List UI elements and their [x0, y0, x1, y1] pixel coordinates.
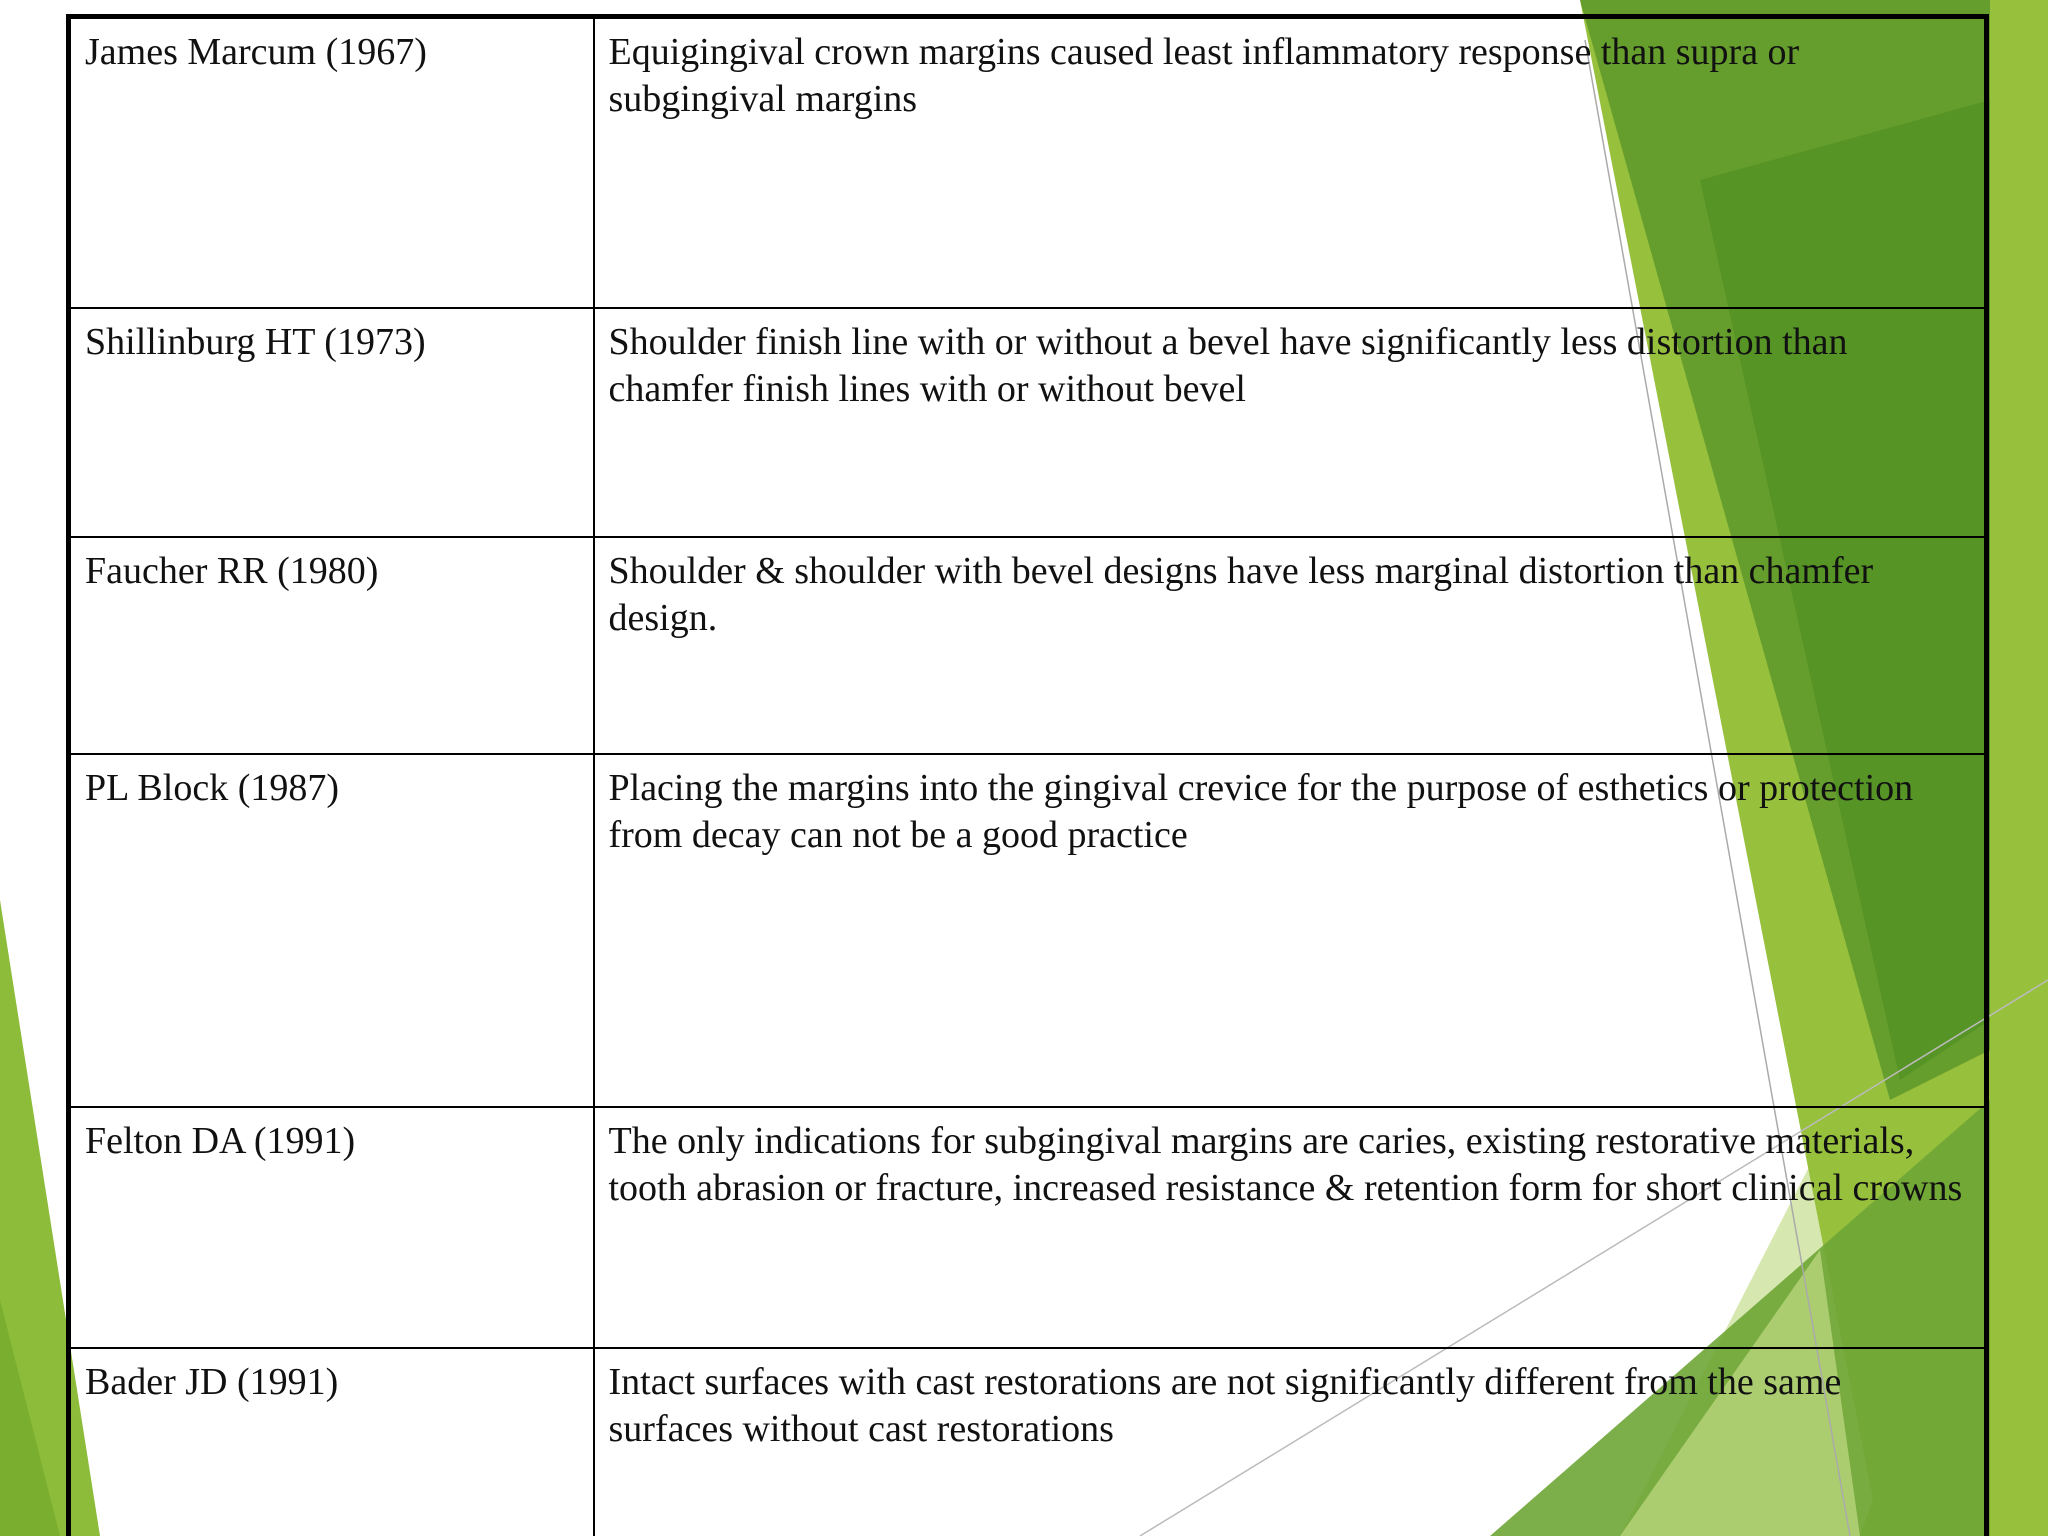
finding-cell: Intact surfaces with cast restorations are not significantly different from the same surfaces without cast restorations — [594, 1348, 1987, 1536]
finding-cell: Shoulder & shoulder with bevel designs have less marginal distortion than chamfer design. — [594, 537, 1987, 754]
author-cell: Faucher RR (1980) — [69, 537, 594, 754]
author-cell: Bader JD (1991) — [69, 1348, 594, 1536]
studies-table — [66, 14, 1989, 1536]
author-cell: Felton DA (1991) — [69, 1107, 594, 1348]
table-row — [69, 1348, 1987, 1536]
finding-cell: Shoulder finish line with or without a bevel have significantly less distortion than chamfer finish lines with or without bevel — [594, 308, 1987, 537]
finding-cell: Placing the margins into the gingival crevice for the purpose of esthetics or protection from decay can not be a good practice — [594, 754, 1987, 1107]
table-row — [69, 537, 1987, 754]
author-cell: James Marcum (1967) — [69, 17, 594, 308]
author-cell: PL Block (1987) — [69, 754, 594, 1107]
table-row — [69, 754, 1987, 1107]
table-row — [69, 1107, 1987, 1348]
table-row — [69, 308, 1987, 537]
finding-cell: Equigingival crown margins caused least inflammatory response than supra or subgingival margins — [594, 17, 1987, 308]
author-cell: Shillinburg HT (1973) — [69, 308, 594, 537]
table-row — [69, 17, 1987, 308]
finding-cell: The only indications for subgingival margins are caries, existing restorative materials, tooth abrasion or fracture, increased resistance & retention form for short clinical crowns — [594, 1107, 1987, 1348]
